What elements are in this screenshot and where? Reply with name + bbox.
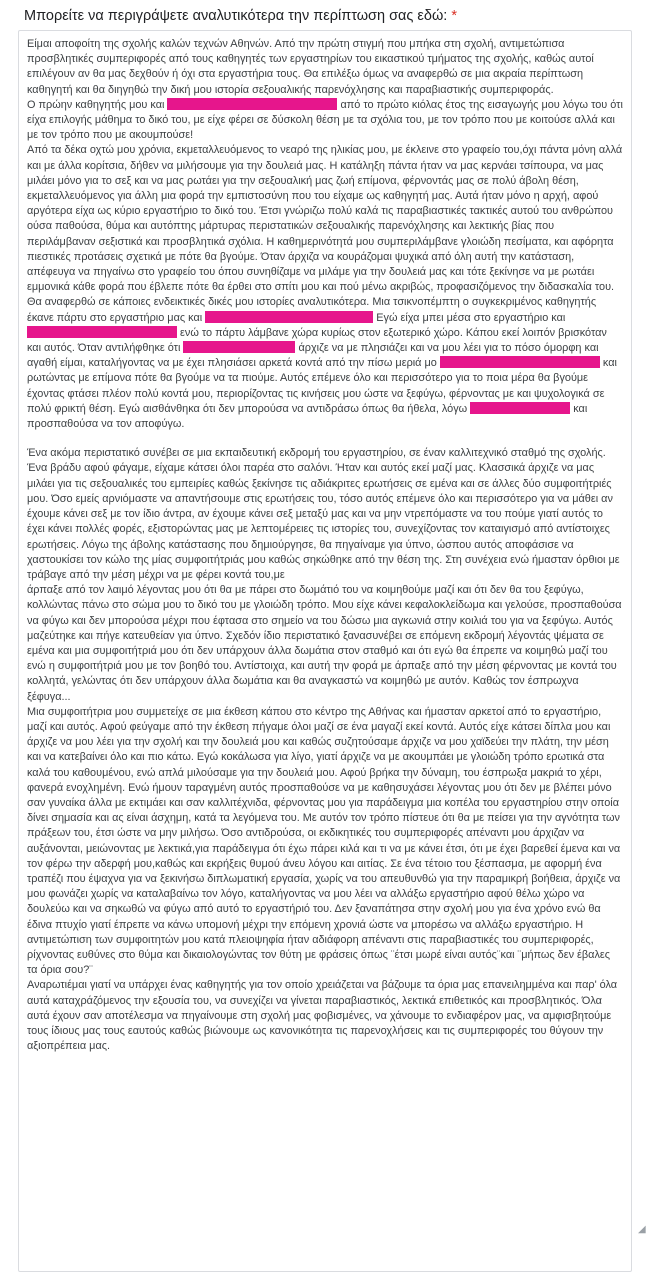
paragraph-5: Ένα ακόμα περιστατικό συνέβει σε μια εκπαιδευτική εκδρομή του εργαστηρίου, σε έναν καλλιτεχνικό σταθμό της σχολής. Ένα βράδυ αφού φάγαμε, είχαμε κάτσει όλοι παρέα στο σαλόνι. Ήταν και αυτός εκεί μαζί μας. Κλασσικά άρχιζε να μας μιλάει για τις σεξουαλικές του εμπειρίες καθώς ξεκίνησε τις αδιάκριτες ερωτήσεις σε εμένα και σε άλλες δύο συμφοιτήτριές μου. Όσο εμείς αρνιόμαστε να απαντήσουμε στις ερωτήσεις του, τόσο αυτός επέμενε όλο και περισσότερο για να μάθει αν έχουμε κάνει σεξ με τον ίδιο άντρα, αν έχουμε κάνει σεξ μεταξύ μας και να μην ντρεπόμαστε να του πούμε γιατί αυτός το έχει κάνει πολλές φορές, εξιστορώντας μας με λεπτομέρειες τις ιστορίες του, συνεχίζοντας τον καταιγισμό από αντίστοιχες ερωτήσεις. Λόγω της άβολης κατάστασης που δημιούργησε, θα πηγαίναμε για ύπνο, ώσπου αυτός αποφάσισε να χαστουκίσει τον κώλο της μίας συμφοιτήτριάς μου καθώς σηκώθηκε από την θέση της. Στη συνέχεια ενώ ήμασταν όρθιοι με τράβαγε από την μέση μέχρι να με φέρει κοντά του,με: [27, 447, 620, 581]
paragraph-3: Από τα δέκα οχτώ μου χρόνια, εκμεταλλευόμενος το νεαρό της ηλικίας μου, με έκλεινε στο γραφείο του,όχι πάντα μόνη αλλά και με άλλα κορίτσια, δήθεν να μιλήσουμε για την δουλειά μας. Η κατάληξη πάντα ήταν να μας κερνάει τσίπουρα, να μας μιλάει μόνο για το σεξ και να μας ρωτάει για την σεξουαλική μας ζωή επίμονα, φέρνοντάς μας σε πολύ άβολη θέση, εκμεταλλευόμενος για άλλη μια φορά την εμπιστοσύνη που του είχαμε ως καθηγητή μας. Αυτά ήταν μόνο η αρχή, αφού αργότερα είχα ως κύριο εργαστήριο το δικό του. Έτσι γνώριζω πολύ καλά τις παραβιαστικές τακτικές αυτού του ανθρώπου ούσα παθούσα, θύμα και αυτόπτης μάρτυρας περιστατικών σεξουαλικής παρενόχλησης και λεκτικής βίας που περιλάμβαναν σεξιστικά και προσβλητικά σχόλια. Η καθημερινότητά μου συμπεριλάμβανε γλοιώδη πεσίματα, και αφόρητα πιεστικές προτάσεις σχετικά με πότε θα βγούμε. Όταν άρχιζα να κουράζομαι ψυχικά από όλη αυτή την κατάσταση, απέφευγα να πηγαίνω στο γραφείο του όπου συνηθίζαμε να μιλάμε για την δουλειά μας και τότε ξεκίνησε να με ρωτάει εμμονικά κάθε φορά που έβλεπε πότε θα έρθει στο σπίτι μου και πού μένω ακριβώς, προφασιζόμενος την διδασκαλία του.: [27, 144, 623, 294]
redaction-bar: [167, 98, 337, 110]
redaction-bar: [440, 356, 600, 368]
paragraph-4: [27, 295, 623, 432]
paragraph-4-part-2: Εγώ είχα μπει μέσα στο εργαστήριο και: [376, 311, 566, 324]
paragraph-6: άρπαξε από τον λαιμό λέγοντας μου ότι θα με πάρει στο δωμάτιό του να κοιμηθούμε μαζί και ότι δεν θα του ξεφύγω, κολλώντας πάνω στο σώμα μου το δικό του με γλοιώδη τρόπο. Μου είχε κάνει κεφαλοκλείδωμα και γελούσε, προσπαθούσα να φύγω και δεν μπορούσα μέχρι που έφτασα στο σημείο να του δώσω μια αγκωνιά στην κοιλιά του για να ξεφύγω. Αυτός μαζεύτηκε και πήγε κατευθείαν για ύπνο. Σχεδόν ίδιο περιστατικό ξανασυνέβει σε επόμενη εκδρομή λέγοντάς ψέματα σε εμένα και μια συμφοιτήτριά μου ότι δεν υπάρχουν άλλα δωμάτια στον σταθμό και ότι εγώ θα έπρεπε να κοιμηθώ μαζί του ενώ η συμφοιτήτριά μου με τον βοηθό του. Αντίστοιχα, και αυτή την φορά με άρπαξε από την μέση φέρνοντας με κοντά του κολλητά, γελώντας ότι δεν υπάρχουν άλλα δωμάτια και θα αναγκαστώ να κοιμηθώ με αυτόν. Καθώς τον έσπρωχνα ξέφυγα...: [27, 584, 622, 703]
answer-textarea[interactable]: [18, 30, 632, 1272]
redaction-bar: [205, 311, 373, 323]
question-text: Μπορείτε να περιγράψετε αναλυτικότερα την περίπτωση σας εδώ:: [24, 8, 448, 24]
paragraph-4-part-1: Θα αναφερθώ σε κάποιες ενδεικτικές δικές μου ιστορίες αναλυτικότερα. Μια τσικνοπέμπτη ο συγκεκριμένος καθηγητής έκανε πάρτυ στο εργαστήριο μας και: [27, 296, 597, 324]
question-label: [24, 8, 457, 24]
paragraph-4-part-4: άρχιζε να με πλησιάζει και να μου λέει για το πόσο όμορφη και αγαθή είμαι, καταλήγοντας να με έχει πλησιάσει αρκετά κοντά από την πίσω μεριά μο: [27, 342, 599, 370]
redaction-bar: [470, 402, 570, 414]
paragraph-4-part-3: ενώ το πάρτυ λάμβανε χώρα κυρίως στον εξωτερικό χώρο. Κάπου εκεί λοιπόν βρισκόταν και αυτός. Όταν αντιλήφθηκε ότι: [27, 326, 607, 355]
redaction-bar: [183, 341, 295, 353]
paragraph-2-end: από το πρώτο κιόλας έτος της εισαγωγής μου λόγω του ότι είχα επιλογής μάθημα το δικό του, με είχε φέρει σε δύσκολη θέση με τα σχόλια του, με τον τρόπο που με κοιτούσε αλλά και με τον τρόπο που με ακουμπούσε!: [27, 98, 623, 142]
paragraph-4-part-6: και προσπαθούσα να τον αποφύγω.: [27, 402, 588, 431]
redaction-bar: [27, 326, 177, 338]
paragraph-4-part-5: και ρωτώντας με επίμονα πότε θα βγούμε να τα πιούμε. Αυτός επέμενε όλο και περισσότερο για το ποια μέρα θα βγούμε έχοντας φτάσει πλέον πολύ κοντά μου, περιορίζοντας τις κινήσεις μου ώστε να ξεφύγω, φέρνοντας με και ψυχολογικά σε πολύ φρικτή θέση. Εγώ αισθάνθηκα ότι δεν μπορούσα να αντιδράσω όπως θα ήθελα, λόγω: [27, 357, 617, 415]
paragraph-7: Μια συμφοιτήτρια μου συμμετείχε σε μια έκθεση κάπου στο κέντρο της Αθήνας και ήμασταν αρκετοί από το εργαστήριο, μαζί και αυτός. Αφού φεύγαμε από την έκθεση πήγαμε όλοι μαζί σε ένα μαγαζί εκεί κοντά. Αυτός είχε κάτσει δίπλα μου και άρχιζε να μου λέει για την σχολή και την δουλειά μου και καθώς συζητούσαμε άρχιζε να μου χαϊδεύει την πλάτη, την μέση και να κατεβαίνει όλο και πιο κάτω. Εγώ κοκάλωσα για λίγο, γιατί άρχιζε να με ακουμπάει με γλοιώδη τρόπο ερωτικά στα καλά του καθουμένου, ενώ απλά μιλούσαμε για την δουλειά μου. Αφού βρήκα την δύναμη, του έσπρωξα μακριά το χέρι, φανερά ενοχλημένη. Ενώ ήμουν ταραγμένη αυτός προσπαθούσε να με καθησυχάσει λέγοντας μου ότι δεν με βλέπει μόνο σαν γυναίκα άλλα με εκτιμάει και σαν καλλιτέχνιδα, φέρνοντας μου για παράδειγμα μια κοπέλα του εργαστηρίου στην οποία δίνει σημασία και ας είναι άσχημη, κατά τα λεγόμενα του. Με αυτόν τον τρόπο πίστευε ότι θα με πείσει για την αγνότητα των πράξεων του, έτσι ώστε να μην μιλήσω. Όσο αντιδρούσα, οι εκδικητικές του συμπεριφορές απέναντι μου άρχιζαν να αυξάνονται, μειώνοντας με λεκτικά,για παράδειγμα ότι έχω πάρει κιλά και τι να με κάνει έτσι, ότι με έχει βαρεθεί έμενα και να τον φέρω την αδερφή μου,καθώς και εκρήξεις θυμού άνευ λόγου και αιτίας. Σε ένα τέτοιο του ξέσπασμα, με αφορμή ένα τραπέζι που έψαχνα για να ξεκινήσω διπλωματική εργασία, χωρίς να του απευθυνθώ για την παραμικρή βοήθεια, άρχιζε να μου φωνάζει χωρίς να καταλαβαίνω τον λόγο, καταλήγοντας να μου λέει να αλλάξω εργαστήριο αφού θέλω χώρο να δουλεύω και να σηκωθώ να φύγω από αυτό το εργαστήριό του. Δεν ξαναπάτησα στην σχολή μου για ένα χρόνο ενώ θα έδινα πτυχίο γιατί έπρεπε να κάνω υπομονή μέχρι την επόμενη χρονιά ώστε να μπορέσω να αλλάξω εργαστήριο. Η αντιμετώπιση των συμφοιτητών μου κατά πλειοψηφία ήταν αδιάφορη απέναντι στις παραβιαστικές του συμπεριφορές, ρίχνοντας ευθύνες στο θύμα και δικαιολογώντας τον θύτη με φράσεις όπως ¨έτσι μωρέ είναι αυτός¨και ¨μήπως δεν έβαλες τα όρια σου?¨: [27, 705, 621, 977]
required-asterisk: *: [451, 8, 457, 24]
resize-handle-icon[interactable]: ◢: [638, 1224, 646, 1235]
paragraph-2-start: Ο πρώην καθηγητής μου και: [27, 98, 165, 111]
paragraph-2: [27, 98, 623, 144]
paragraph-gap: [27, 432, 623, 446]
paragraph-1: Είμαι αποφοίτη της σχολής καλών τεχνών Αθηνών. Από την πρώτη στιγμή που μπήκα στη σχολή, αντιμετώπισα προσβλητικές συμπεριφορές από τους καθηγητές των εργαστηρίων του εικαστικού τμήματος της σχολής, καθώς αυτοί επιλέγουν αν θα μας δεχθούν ή όχι στα εργαστήρια τους. Θα επιλέξω όμως να αναφερθώ σε μια ακραία περίπτωση καθηγητή και θα διηγηθώ την δική μου ιστορία σεξουαλικής παρενόχλησης και παραβιαστικής συμπεριφοράς.: [27, 38, 594, 96]
paragraph-8: Αναρωτιέμαι γιατί να υπάρχει ένας καθηγητής για τον οποίο χρειάζεται να βάζουμε τα όρια μας επανειλημμένα και παρ' όλα αυτά καταχράζόμενος την εξουσία του, να συνεχίζει να γίνεται παραβιαστικός, λεκτικά επιθετικός και προσβλητικός. Όλα αυτά έχουν σαν αποτέλεσμα να πηγαίνουμε στη σχολή μας φοβισμένες, να χάνουμε το ενδιαφέρον μας, να αμφισβητούμε τους ίδιους μας τους εαυτούς καθώς βιώνουμε ως κανονικότητα τις παρενοχλήσεις και τις συμπεριφορές του θύγουν την αξιοπρέπεια μας.: [27, 979, 618, 1053]
